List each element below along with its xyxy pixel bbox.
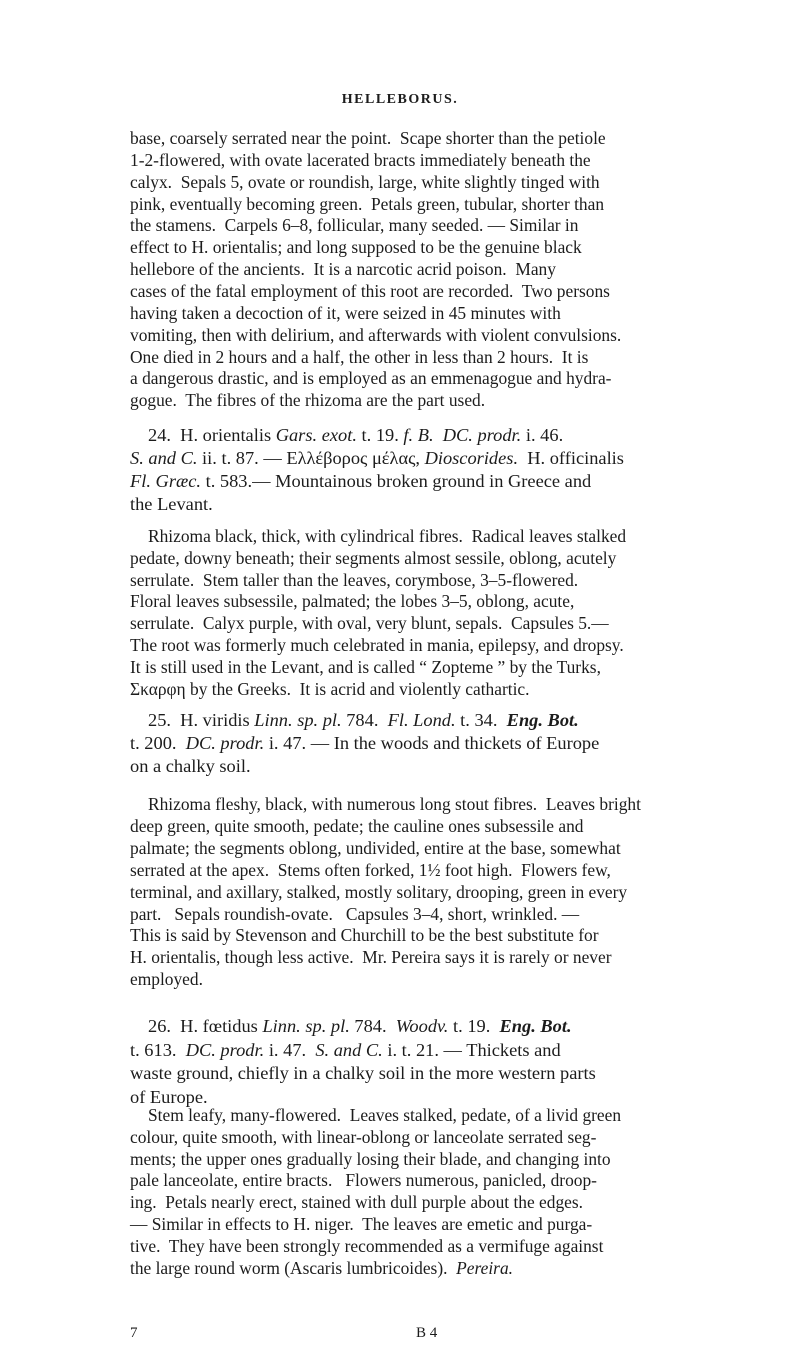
sheet-number: 7 [130, 1325, 138, 1341]
desc24-line [130, 611, 609, 635]
text-run: f. B. DC. prodr. [403, 425, 522, 445]
desc26-line [130, 1256, 513, 1280]
desc24-line [130, 677, 529, 701]
text-run: i. 47. — In the woods and thickets of Europe [264, 733, 600, 753]
cont-line [130, 366, 611, 390]
cont-line [130, 323, 621, 347]
desc26-line [148, 1103, 621, 1127]
text-run: ing. Petals nearly erect, stained with dull purple about the edges. [130, 1192, 583, 1213]
text-run: calyx. Sepals 5, ovate or roundish, large, white slightly tinged with [130, 171, 600, 192]
running-head: HELLEBORUS. [341, 92, 459, 107]
text-run: 784. [349, 1016, 396, 1036]
cont-line [130, 301, 561, 325]
reference-italic: Eng. Bot. [499, 1016, 572, 1036]
text-run: 25. H. viridis [148, 710, 255, 730]
desc24-line [130, 633, 624, 657]
text-run: the large round worm (Ascaris lumbricoides). [130, 1257, 457, 1278]
sp26-line [130, 1038, 561, 1062]
text-run: 784. [341, 710, 388, 730]
text-run: This is said by Stevenson and Churchill to be the best substitute for [130, 925, 599, 946]
text-run: — Similar in effects to H. niger. The leaves are emetic and purga- [130, 1214, 593, 1234]
desc25-line [130, 923, 599, 947]
desc26-line [130, 1190, 583, 1214]
text-run: serrulate. Calyx purple, with oval, very blunt, sepals. Capsules 5.— [130, 613, 609, 634]
text-run: Fl. Græc. [130, 471, 202, 491]
text-run: The root was formerly much celebrated in mania, epilepsy, and dropsy. [130, 635, 624, 655]
desc24-line [130, 546, 616, 570]
cont-line [130, 235, 582, 259]
cont-line [130, 148, 591, 172]
cont-line [130, 388, 485, 412]
text-run: 1-2-flowered, with ovate lacerated bracts immediately beneath the [130, 149, 591, 170]
text-run: i. 47. [264, 1039, 316, 1060]
text-run: the stamens. Carpels 6–8, follicular, many seeded. — Similar in [130, 215, 579, 236]
cont-line [130, 213, 578, 237]
cont-line [130, 279, 610, 303]
desc25-line [130, 814, 583, 838]
text-run: Woodv. [395, 1016, 449, 1036]
text-run: deep green, quite smooth, pedate; the cauline ones subsessile and [130, 815, 584, 836]
text-run: i. 46. [521, 425, 564, 445]
desc25-line [130, 836, 621, 860]
text-run: serrated at the apex. Stems often forked, 1½ foot high. Flowers few, [130, 859, 611, 880]
desc25-line [130, 902, 579, 926]
text-run: S. and C. [315, 1039, 383, 1060]
text-run: tive. They have been strongly recommended as a vermifuge against [130, 1235, 604, 1256]
text-run: hellebore of the ancients. It is a narcotic acrid poison. Many [130, 259, 556, 280]
desc26-line [130, 1125, 596, 1149]
reference-italic: Eng. Bot. [506, 710, 579, 730]
desc25-line [130, 945, 612, 969]
text-run: employed. [130, 969, 203, 990]
text-run: t. 19. [448, 1016, 500, 1036]
text-run: the Levant. [130, 494, 213, 514]
desc25-line [130, 858, 611, 882]
desc24-line [148, 524, 626, 548]
desc25-line [130, 880, 627, 904]
text-run: pink, eventually becoming green. Petals green, tubular, shorter than [130, 193, 605, 214]
text-run: colour, quite smooth, with linear-oblong or lanceolate serrated seg- [130, 1126, 597, 1147]
text-run: Rhizoma black, thick, with cylindrical fibres. Radical leaves stalked [148, 526, 627, 546]
sp24-line [148, 423, 563, 447]
desc24-line [130, 655, 601, 679]
text-run: i. t. 21. — Thickets and [382, 1039, 561, 1060]
text-run: a dangerous drastic, and is employed as an emmenagogue and hydra- [130, 368, 612, 389]
text-run: of Europe. [130, 1086, 208, 1107]
desc26-line [130, 1147, 611, 1171]
text-run: pedate, downy beneath; their segments almost sessile, oblong, acutely [130, 547, 617, 568]
desc25-line [148, 792, 641, 816]
text-run: ii. t. 87. — Ελλέβορος μέλας, [197, 448, 425, 468]
sp26-line [148, 1014, 572, 1038]
sp24-line [130, 446, 624, 470]
signature-mark: B 4 [416, 1325, 438, 1341]
text-run: t. 200. [130, 733, 186, 753]
sp24-line [130, 469, 591, 493]
desc26-line [130, 1234, 603, 1258]
text-run: having taken a decoction of it, were seized in 45 minutes with [130, 302, 561, 323]
desc24-line [130, 589, 574, 613]
cont-line [130, 126, 606, 150]
text-run: ments; the upper ones gradually losing their blade, and changing into [130, 1148, 611, 1169]
text-run: base, coarsely serrated near the point. Scape shorter than the petiole [130, 128, 606, 148]
text-run: effect to H. orientalis; and long supposed to be the genuine black [130, 237, 582, 258]
text-run: Floral leaves subsessile, palmated; the lobes 3–5, oblong, acute, [130, 591, 575, 612]
text-run: serrulate. Stem taller than the leaves, corymbose, 3–5-flowered. [130, 569, 579, 590]
text-run: DC. prodr. [185, 1039, 265, 1060]
text-run: t. 34. [455, 710, 507, 730]
text-run: DC. prodr. [185, 733, 265, 753]
sp25-line [130, 754, 251, 778]
text-run: Rhizoma fleshy, black, with numerous long stout fibres. Leaves bright [148, 794, 641, 814]
text-run: terminal, and axillary, stalked, mostly solitary, drooping, green in every [130, 881, 628, 902]
text-run: waste ground, chiefly in a chalky soil in the more western parts [130, 1063, 596, 1084]
sp24-line [130, 492, 213, 516]
text-run: H. officinalis [518, 448, 624, 468]
desc26-line [130, 1212, 592, 1236]
cont-line [130, 345, 588, 369]
desc25-line [130, 967, 203, 991]
sp25-line [130, 731, 599, 755]
desc26-line [130, 1168, 597, 1192]
text-run: gogue. The fibres of the rhizoma are the part used. [130, 390, 486, 411]
text-run: Linn. sp. pl. [262, 1016, 350, 1036]
sp26-line [130, 1061, 596, 1085]
text-run: t. 613. [130, 1039, 186, 1060]
text-run: Gars. exot. [275, 425, 357, 445]
text-run: It is still used in the Levant, and is called “ Zopteme ” by the Turks, [130, 656, 601, 677]
sp25-line [148, 708, 579, 732]
text-run: S. and C. [130, 448, 198, 468]
text-run: Σκαρφη by the Greeks. It is acrid and violently cathartic. [130, 678, 530, 699]
text-run: 26. H. fœtidus [148, 1016, 263, 1036]
text-run: Linn. sp. pl. [254, 710, 342, 730]
cont-line [130, 192, 604, 216]
text-run: Fl. Lond. [387, 710, 456, 730]
text-run: Dioscorides. [424, 448, 519, 468]
text-run: on a chalky soil. [130, 756, 251, 776]
text-run: pale lanceolate, entire bracts. Flowers numerous, panicled, droop- [130, 1170, 597, 1191]
text-run: Stem leafy, many-flowered. Leaves stalked, pedate, of a livid green [148, 1105, 622, 1125]
text-run: 24. H. orientalis [148, 425, 276, 445]
text-run: palmate; the segments oblong, undivided, entire at the base, somewhat [130, 837, 621, 858]
text-run: cases of the fatal employment of this root are recorded. Two persons [130, 280, 610, 301]
text-run: t. 19. [356, 425, 404, 445]
text-run: H. orientalis, though less active. Mr. Pereira says it is rarely or never [130, 947, 612, 968]
text-run: part. Sepals roundish-ovate. Capsules 3–4, short, wrinkled. — [130, 903, 580, 924]
text-run: vomiting, then with delirium, and afterwards with violent convulsions. [130, 324, 622, 345]
cont-line [130, 170, 600, 194]
cont-line [130, 257, 556, 281]
text-run: t. 583.— Mountainous broken ground in Greece and [201, 471, 592, 491]
text-run: One died in 2 hours and a half, the other in less than 2 hours. It is [130, 346, 589, 367]
desc24-line [130, 568, 578, 592]
text-run: Pereira. [456, 1257, 513, 1278]
